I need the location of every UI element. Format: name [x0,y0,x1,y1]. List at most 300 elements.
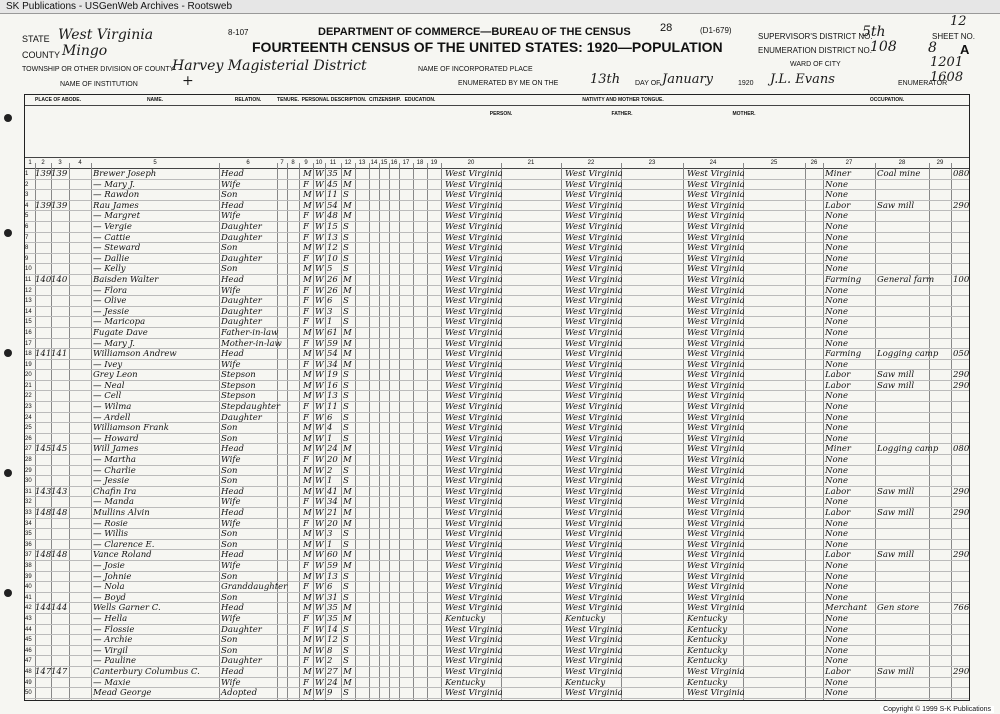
cell-fb: West Virginia [565,688,623,699]
cell-sex: F [303,221,309,232]
cell-dw [35,328,51,339]
cell-dw [35,466,51,477]
cell-mar: M [343,560,352,571]
cell-fam [51,423,69,434]
cell-fam: 144 [51,603,68,614]
cell-name: — Howard [93,433,139,444]
cell-dw [35,476,51,487]
cell-sex: M [303,465,312,476]
cell-age: 35 [327,169,338,179]
group-personal-description: PERSONAL DESCRIPTION. [299,95,369,106]
state-label: STATE [22,34,50,44]
cell-age: 3 [327,306,333,317]
cell-ind: Logging camp [877,444,939,455]
table-row [25,233,969,244]
cell-rel: Mother-in-law [221,338,282,349]
cell-mb: West Virginia [687,391,745,402]
cell-fb: West Virginia [565,497,623,508]
cell-name: Rau James [93,200,139,211]
cell-code [953,455,969,466]
cell-mb: West Virginia [687,221,745,232]
cell-mar: S [343,221,349,232]
cell-ind: Saw mill [877,508,915,518]
table-row [25,667,969,678]
cell-mar: S [343,264,349,275]
cell-birth: West Virginia [445,243,503,254]
cell-ind [877,391,927,402]
cell-name: — Nola [93,582,125,593]
cell-mb: Kentucky [687,677,728,688]
cell-name: — Maxie [93,677,131,688]
table-row [25,625,969,636]
cell-occ: Farming [825,274,862,285]
cell-age: 15 [327,221,338,232]
cell-rel: Granddaughter [221,582,288,593]
cell-fam [51,572,69,583]
cell-age: 61 [327,327,338,338]
table-row [25,582,969,593]
cell-occ: None [825,613,849,624]
group-place-of-abode: PLACE OF ABODE. [25,95,91,106]
cell-sex: M [303,666,312,677]
punch-hole-icon [4,229,12,237]
cell-fb: West Virginia [565,518,623,529]
cell-age: 1 [327,317,333,328]
cell-rel: Head [221,444,244,455]
cell-dw: 139 [35,169,52,179]
cell-ind [877,656,927,667]
cell-rel: Wife [221,211,241,222]
cell-n: 46 [25,647,32,654]
cell-race: W [315,232,324,243]
cell-mar: S [343,635,349,646]
cell-race: W [315,380,324,391]
cell-birth: West Virginia [445,444,503,455]
cell-mb: West Virginia [687,169,745,179]
cell-code [953,296,969,307]
cell-mb: West Virginia [687,253,745,264]
cell-sex: M [303,264,312,275]
table-row [25,349,969,360]
cell-n: 39 [25,573,32,580]
cell-mb: West Virginia [687,296,745,307]
cell-birth: West Virginia [445,317,503,328]
cell-dw [35,264,51,275]
cell-fam [51,455,69,466]
cell-mb: West Virginia [687,539,745,550]
cell-dw [35,614,51,625]
cell-name: — Jessie [93,306,130,317]
punch-hole-icon [4,469,12,477]
punch-hole-icon [4,114,12,122]
cell-n: 23 [25,404,32,411]
cell-mar: M [343,179,352,190]
cell-fb: West Virginia [565,338,623,349]
cell-fb: West Virginia [565,560,623,571]
cell-mar: M [343,444,352,455]
cell-birth: West Virginia [445,296,503,307]
cell-age: 26 [327,285,338,296]
cell-race: W [315,666,324,677]
cell-mb: West Virginia [687,497,745,508]
cell-mb: West Virginia [687,465,745,476]
cell-rel: Daughter [221,317,262,328]
cell-name: — Ivey [93,359,123,370]
cell-birth: West Virginia [445,306,503,317]
page-number: 28 [660,22,673,34]
cell-fam [51,519,69,530]
cell-ind [877,402,927,413]
cell-fam [51,370,69,381]
cell-code [953,678,969,689]
cell-fam [51,222,69,233]
cell-code [953,286,969,297]
cell-age: 35 [327,613,338,624]
supervisor-district-label: SUPERVISOR'S DISTRICT NO. [758,32,873,41]
cell-sex: F [303,497,309,508]
cell-sex: F [303,338,309,349]
cell-sex: M [303,274,312,285]
cell-occ: None [825,571,849,582]
cell-rel: Stepson [221,391,256,402]
cell-rel: Head [221,169,244,179]
cell-code [953,423,969,434]
cell-birth: West Virginia [445,582,503,593]
institution-value: + [182,73,194,89]
cell-sex: F [303,412,309,423]
cell-dw: 139 [35,200,52,211]
cell-birth: West Virginia [445,169,503,179]
cell-birth: West Virginia [445,380,503,391]
cell-mb: West Virginia [687,476,745,487]
cell-n: 20 [25,372,32,379]
cell-age: 31 [327,592,338,603]
cell-name: — Virgil [93,645,128,656]
cell-rel: Daughter [221,221,262,232]
cell-n: 42 [25,605,32,612]
cell-n: 37 [25,552,32,559]
cell-n: 18 [25,351,32,358]
cell-fb: West Virginia [565,529,623,540]
cell-fam [51,339,69,350]
cell-fb: West Virginia [565,550,623,561]
table-row [25,529,969,540]
cell-fam [51,688,69,699]
cell-name: — Kelly [93,264,126,275]
cell-code [953,466,969,477]
enumerated-by-label: ENUMERATED BY ME ON THE [458,80,559,87]
cell-ind [877,646,927,657]
cell-race: W [315,221,324,232]
cell-occ: Labor [825,370,851,381]
cell-rel: Daughter [221,656,262,667]
cell-mb: West Virginia [687,274,745,285]
cell-ind [877,614,927,625]
cell-code [953,264,969,275]
cell-race: W [315,285,324,296]
cell-occ: None [825,497,849,508]
cell-ind: Saw mill [877,370,915,381]
table-row [25,169,969,180]
cell-ind [877,328,927,339]
cell-mb: West Virginia [687,306,745,317]
cell-rel: Son [221,645,238,656]
cell-ind [877,254,927,265]
cell-sex: M [303,529,312,540]
cell-code [953,402,969,413]
cell-rel: Son [221,476,238,487]
cell-ind [877,286,927,297]
cell-fb: Kentucky [565,677,606,688]
cell-occ: Labor [825,550,851,561]
cell-occ: Farming [825,349,862,360]
table-row [25,211,969,222]
cell-ind [877,519,927,530]
cell-race: W [315,359,324,370]
cell-age: 4 [327,423,333,434]
cell-mb: West Virginia [687,592,745,603]
cell-dw [35,413,51,424]
cell-mar: M [343,613,352,624]
cell-name: Grey Leon [93,370,138,381]
cell-occ: Miner [825,169,851,179]
cell-ind [877,455,927,466]
cell-code [953,413,969,424]
column-number: 22 [587,160,595,166]
table-row [25,286,969,297]
cell-code [953,561,969,572]
cell-mar: S [343,190,349,201]
cell-name: — Cell [93,391,122,402]
cell-ind [877,434,927,445]
cell-race: W [315,613,324,624]
cell-ind [877,529,927,540]
cell-mar: S [343,571,349,582]
cell-n: 12 [25,287,32,294]
cell-name: — Martha [93,455,136,466]
cell-mb: West Virginia [687,433,745,444]
cell-birth: West Virginia [445,253,503,264]
column-number: 2 [41,160,45,166]
cell-race: W [315,497,324,508]
column-number: 23 [648,160,656,166]
cell-name: — Dallie [93,253,130,264]
cell-birth: West Virginia [445,200,503,211]
cell-race: W [315,603,324,614]
group-name: NAME. [91,95,219,106]
cell-occ: None [825,624,849,635]
cell-rel: Head [221,349,244,360]
cell-rel: Daughter [221,296,262,307]
cell-name: — Willis [93,529,129,540]
cell-age: 9 [327,688,333,699]
cell-fam [51,561,69,572]
cell-race: W [315,253,324,264]
cell-fb: West Virginia [565,253,623,264]
cell-mb: West Virginia [687,571,745,582]
county-value: Mingo [62,43,108,59]
cell-ind [877,211,927,222]
cell-code [953,529,969,540]
column-number: 11 [329,160,337,166]
cell-mar: M [343,359,352,370]
cell-mb: West Virginia [687,317,745,328]
table-row [25,222,969,233]
cell-ind: Coal mine [877,169,921,179]
cell-fb: West Virginia [565,539,623,550]
cell-fam [51,243,69,254]
cell-fam [51,233,69,244]
table-row [25,593,969,604]
enumerator-code: 1608 [930,70,964,85]
cell-fam [51,582,69,593]
cell-occ: None [825,539,849,550]
cell-name: Williamson Andrew [93,349,177,360]
table-row [25,466,969,477]
cell-birth: West Virginia [445,666,503,677]
table-row [25,572,969,583]
cell-dw [35,211,51,222]
cell-occ: None [825,221,849,232]
cell-dw [35,254,51,265]
cell-ind [877,413,927,424]
cell-sex: F [303,624,309,635]
form-id: 8-107 [228,28,249,37]
cell-dw: 147 [35,666,52,677]
subhead-father: FATHER. [611,111,633,117]
cell-age: 13 [327,232,338,243]
cell-age: 16 [327,380,338,391]
cell-fam: 139 [51,169,68,179]
cell-rel: Daughter [221,232,262,243]
cell-fb: West Virginia [565,486,623,497]
cell-dw [35,381,51,392]
cell-sex: M [303,571,312,582]
cell-n: 38 [25,562,32,569]
cell-birth: West Virginia [445,423,503,434]
cell-birth: West Virginia [445,433,503,444]
cell-mar: S [343,476,349,487]
table-row [25,455,969,466]
cell-dw [35,402,51,413]
ward-label: WARD OF CITY [790,61,841,68]
cell-name: — Josie [93,560,125,571]
cell-fb: West Virginia [565,444,623,455]
cell-n: 13 [25,298,32,305]
cell-sex: F [303,560,309,571]
cell-race: W [315,412,324,423]
cell-occ: None [825,412,849,423]
cell-sex: M [303,433,312,444]
cell-name: Baisden Walter [93,274,159,285]
cell-fb: West Virginia [565,433,623,444]
cell-sex: M [303,380,312,391]
column-number: 29 [936,160,944,166]
table-row [25,603,969,614]
cell-fb: West Virginia [565,264,623,275]
cell-n: 15 [25,319,32,326]
cell-rel: Wife [221,677,241,688]
cell-name: — Vergie [93,221,132,232]
cell-fam: 143 [51,486,68,497]
cell-n: 49 [25,679,32,686]
cell-mb: West Virginia [687,370,745,381]
cell-rel: Father-in-law [221,327,279,338]
table-row [25,614,969,625]
cell-occ: None [825,656,849,667]
cell-sex: F [303,582,309,593]
cell-rel: Son [221,635,238,646]
cell-fam [51,678,69,689]
cell-mb: West Virginia [687,380,745,391]
cell-dw [35,286,51,297]
cell-occ: None [825,190,849,201]
cell-birth: West Virginia [445,402,503,413]
cell-mb: West Virginia [687,402,745,413]
cell-ind [877,423,927,434]
cell-sex: M [303,645,312,656]
cell-dw [35,317,51,328]
cell-name: — Steward [93,243,141,254]
cell-name: — Neal [93,380,125,391]
cell-dw [35,646,51,657]
cell-mb: West Virginia [687,179,745,190]
cell-code: 290 [953,370,970,381]
cell-occ: None [825,476,849,487]
cell-race: W [315,476,324,487]
cell-race: W [315,370,324,381]
cell-code [953,625,969,636]
cell-name: Will James [93,444,139,455]
cell-name: — Manda [93,497,134,508]
cell-rel: Wife [221,497,241,508]
cell-code [953,360,969,371]
incorporated-place-label: NAME OF INCORPORATED PLACE [418,66,533,73]
cell-mb: Kentucky [687,624,728,635]
cell-mar: M [343,508,352,518]
cell-race: W [315,635,324,646]
cell-ind [877,233,927,244]
cell-n: 25 [25,425,32,432]
cell-occ: None [825,296,849,307]
enumeration-month: January [662,72,714,87]
cell-ind: Gen store [877,603,919,614]
cell-sex: M [303,603,312,614]
cell-mb: West Virginia [687,243,745,254]
cell-rel: Head [221,200,244,211]
cell-birth: West Virginia [445,359,503,370]
cell-occ: None [825,677,849,688]
cell-race: W [315,486,324,497]
cell-ind: Logging camp [877,349,939,360]
cell-code [953,572,969,583]
cell-age: 5 [327,264,333,275]
cell-ind [877,222,927,233]
cell-birth: West Virginia [445,529,503,540]
cell-sex: F [303,402,309,413]
cell-ind [877,582,927,593]
cell-mar: S [343,232,349,243]
cell-mar: M [343,518,352,529]
cell-race: W [315,264,324,275]
subhead-mother: MOTHER. [732,111,756,117]
cell-fb: West Virginia [565,306,623,317]
cell-n: 5 [25,213,29,220]
cell-birth: West Virginia [445,508,503,518]
cell-rel: Head [221,508,244,518]
cell-dw [35,625,51,636]
cell-dw [35,190,51,201]
